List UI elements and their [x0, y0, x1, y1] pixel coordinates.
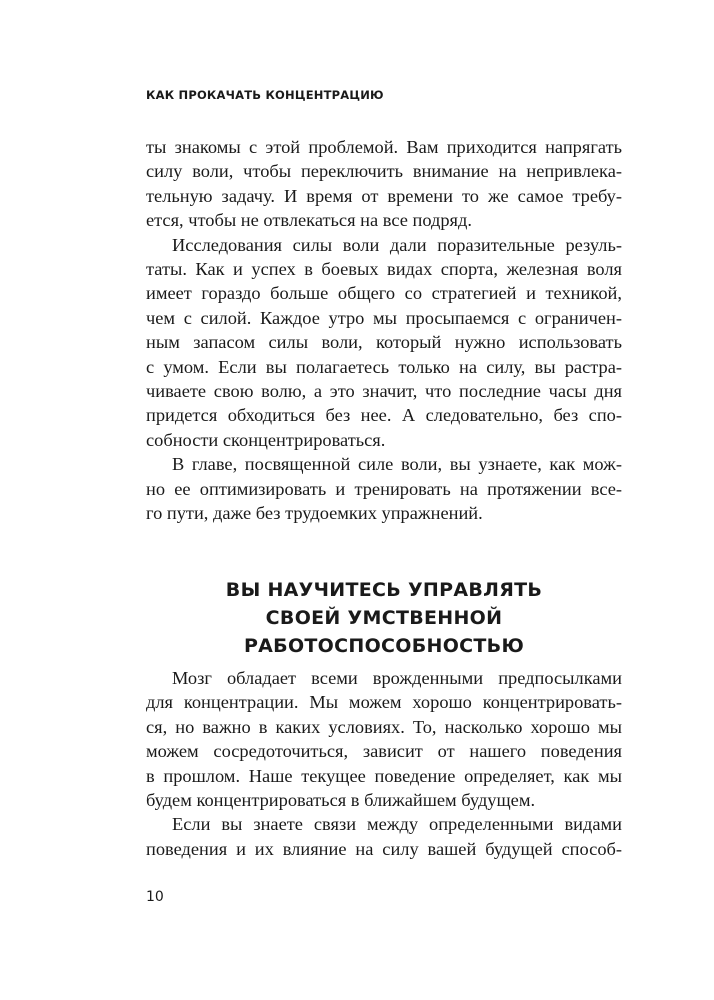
text-line: в прошлом. Наше текущее поведение определяет, как мы — [146, 765, 622, 786]
section-heading — [146, 576, 622, 660]
text-line: собности сконцентрироваться. — [146, 429, 386, 450]
paragraph — [146, 233, 622, 453]
text-line: поведения и их влияние на силу вашей будущей способ- — [146, 838, 622, 859]
text-line: чем с силой. Каждое утро мы просыпаемся с ограничен- — [146, 307, 622, 328]
heading-line-2: СВОЕЙ УМСТВЕННОЙ — [265, 607, 503, 629]
text-line: го пути, даже без трудоемких упражнений. — [146, 503, 483, 524]
text-line: силу воли, чтобы переключить внимание на непривлека- — [146, 161, 622, 182]
text-line: Мозг обладает всеми врожденными предпосылками — [172, 668, 622, 688]
text-line: для концентрации. Мы можем хорошо концентрировать- — [146, 692, 622, 713]
text-line: Если вы знаете связи между определенными видами — [172, 814, 622, 835]
section-2-text — [146, 666, 622, 861]
text-line: имеет гораздо больше общего со стратегией и техникой, — [146, 283, 622, 304]
paragraph — [146, 135, 622, 233]
text-line: тельную задачу. И время от времени то же самое требу- — [146, 185, 622, 206]
heading-line-3: РАБОТОСПОСОБНОСТЬЮ — [243, 635, 525, 657]
text-line: таты. Как и успех в боевых видах спорта, железная воля — [146, 259, 622, 280]
paragraph — [146, 812, 622, 861]
text-line: чиваете свою волю, а это значит, что последние часы дня — [146, 381, 622, 402]
text-line: Исследования силы воли дали поразительные резуль- — [172, 234, 622, 255]
heading-line-1: ВЫ НАУЧИТЕСЬ УПРАВЛЯТЬ — [225, 579, 543, 601]
text-line: придется обходиться без нее. А следовательно, без спо- — [146, 405, 622, 426]
paragraph — [146, 666, 622, 812]
text-line: ся, но важно в каких условиях. То, насколько хорошо мы — [146, 716, 622, 737]
text-line: ным запасом силы воли, который нужно использовать — [146, 332, 622, 353]
running-head: КАК ПРОКАЧАТЬ КОНЦЕНТРАЦИЮ — [146, 88, 384, 102]
text-line: можем сосредоточиться, зависит от нашего поведения — [146, 741, 622, 762]
text-line: будем концентрироваться в ближайшем будущем. — [146, 790, 536, 811]
section-1-text — [146, 135, 622, 526]
text-line: с умом. Если вы полагаетесь только на силу, вы растра- — [146, 356, 622, 377]
text-line: но ее оптимизировать и тренировать на протяжении все- — [146, 478, 622, 499]
page-number: 10 — [146, 889, 164, 905]
text-line: ется, чтобы не отвлекаться на все подряд. — [146, 210, 472, 231]
text-line: ты знакомы с этой проблемой. Вам приходится напрягать — [146, 137, 622, 157]
text-line: В главе, посвященной силе воли, вы узнаете, как мож- — [172, 454, 622, 475]
paragraph — [146, 452, 622, 525]
